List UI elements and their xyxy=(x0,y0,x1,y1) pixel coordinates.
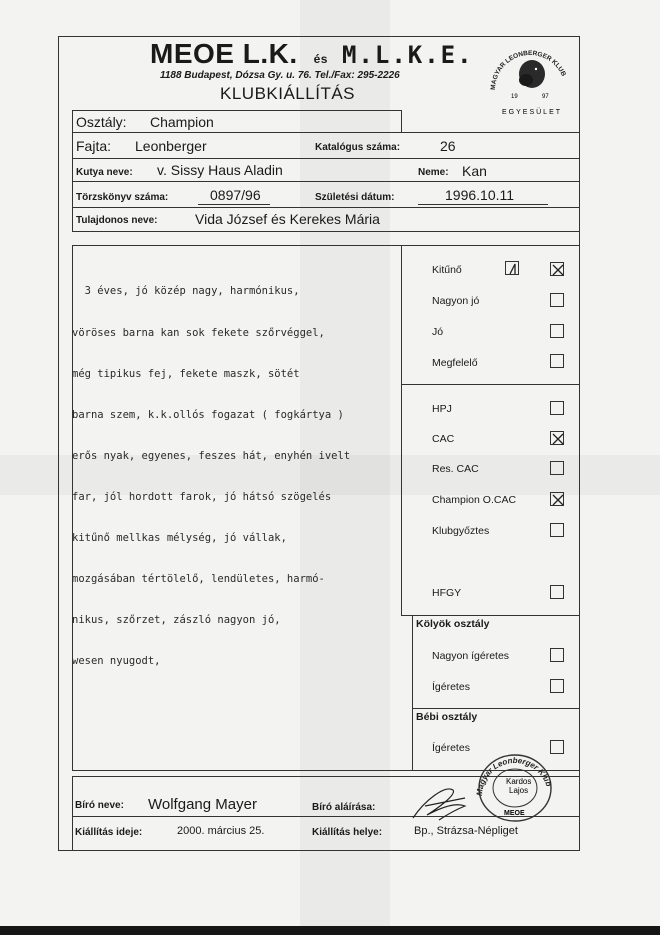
checkbox-award-cac[interactable] xyxy=(550,431,564,445)
logo-year-right: 97 xyxy=(542,94,549,100)
description-line: kitűnő mellkas mélység, jó vállak, xyxy=(72,532,287,545)
show-date-label: Kiállítás ideje: xyxy=(75,827,143,838)
judge-label: Bíró neve: xyxy=(75,800,124,811)
breed-label: Fajta: xyxy=(76,138,112,154)
logo-year-left: 19 xyxy=(511,94,518,100)
checkbox-grade-good[interactable] xyxy=(550,324,564,338)
grade-label-very-good: Nagyon jó xyxy=(432,295,480,307)
class-value: Champion xyxy=(150,114,214,130)
underline xyxy=(418,204,548,205)
divider xyxy=(401,615,580,616)
logo-ring-text: MAGYAR LEONBERGER KLUB xyxy=(489,49,567,91)
checkbox-award-hpj[interactable] xyxy=(550,401,564,415)
show-place-value: Bp., Strázsa-Népliget xyxy=(414,825,518,837)
dog-name-value: v. Sissy Haus Aladin xyxy=(157,162,283,178)
sex-label: Neme: xyxy=(418,167,449,178)
checkbox-award-club-winner[interactable] xyxy=(550,523,564,537)
show-date-value: 2000. március 25. xyxy=(177,825,265,837)
divider xyxy=(412,708,580,709)
stamp-name-line2: Lajos xyxy=(509,786,529,795)
puppy-label-promising: Ígéretes xyxy=(432,681,470,693)
registry-value: 0897/96 xyxy=(210,187,261,203)
check-x-icon xyxy=(551,493,565,507)
checkbox-puppy-promising[interactable] xyxy=(550,679,564,693)
description-line: wesen nyugodt, xyxy=(72,655,161,668)
org-conjunction: és xyxy=(313,52,328,66)
org-address: 1188 Budapest, Dózsa Gy. u. 76. Tel./Fax: 295-2226 xyxy=(160,70,400,81)
birth-label: Születési dátum: xyxy=(315,192,395,203)
owner-label: Tulajdonos neve: xyxy=(76,215,158,226)
sex-value: Kan xyxy=(462,163,487,179)
award-label-club-winner: Klubgyőztes xyxy=(432,525,490,537)
stamp-name-line1: Kardos xyxy=(506,777,532,786)
puppy-class-title: Kölyök osztály xyxy=(416,618,490,630)
award-label-hfgy: HFGY xyxy=(432,587,462,599)
checkbox-puppy-very-promising[interactable] xyxy=(550,648,564,662)
page-title: KLUBKIÁLLÍTÁS xyxy=(220,84,356,103)
stamp-bottom-text: MEOE xyxy=(504,810,525,817)
description-line: még tipikus fej, fekete maszk, sötét xyxy=(72,367,300,380)
divider xyxy=(412,615,413,770)
underline xyxy=(198,204,270,205)
baby-class-title: Bébi osztály xyxy=(416,711,478,723)
divider xyxy=(401,110,402,132)
checkbox-award-res-cac[interactable] xyxy=(550,461,564,475)
club-stamp xyxy=(468,744,560,824)
org-name: MEOE L.K. xyxy=(150,38,298,69)
award-label-res-cac: Res. CAC xyxy=(432,463,479,475)
checkbox-award-champion-ocac[interactable] xyxy=(550,492,564,506)
breed-value: Leonberger xyxy=(135,138,207,154)
baby-label-promising: Ígéretes xyxy=(432,742,470,754)
checkbox-award-hfgy[interactable] xyxy=(550,585,564,599)
divider xyxy=(401,384,580,385)
scan-edge xyxy=(0,926,660,935)
logo-bottom-text: EGYESÜLET xyxy=(502,109,563,116)
stamp-ring-text: Magyar Leonberger Klub xyxy=(474,755,554,797)
check-x-icon xyxy=(551,432,565,446)
award-label-hpj: HPJ xyxy=(432,403,452,415)
dog-name-label: Kutya neve: xyxy=(76,167,133,178)
checkbox-grade-very-good[interactable] xyxy=(550,293,564,307)
description-line: vöröses barna kan sok fekete szőrvéggel, xyxy=(72,326,325,339)
puppy-label-very-promising: Nagyon ígéretes xyxy=(432,650,510,662)
description-line: far, jól hordott farok, jó hátsó szögelés xyxy=(72,490,332,503)
award-label-champion-ocac: Champion O.CAC xyxy=(432,494,517,506)
divider xyxy=(72,776,73,850)
description-line: erős nyak, egyenes, feszes hát, enyhén ivelt xyxy=(72,449,351,462)
description-line: mozgásában tértölelő, lendületes, harmó- xyxy=(72,573,325,586)
class-label: Osztály: xyxy=(76,114,127,130)
catalog-value: 26 xyxy=(440,138,456,154)
divider xyxy=(72,181,580,182)
catalog-label: Katalógus száma: xyxy=(315,142,401,153)
divider xyxy=(72,158,580,159)
divider xyxy=(72,245,580,246)
registry-label: Törzskönyv száma: xyxy=(76,192,169,203)
divider xyxy=(72,207,580,208)
signature-label: Bíró aláírása: xyxy=(312,802,376,813)
checkbox-grade-sufficient[interactable] xyxy=(550,354,564,368)
judge-description xyxy=(72,258,402,683)
description-line: nikus, szőrzet, zászló nagyon jó, xyxy=(72,614,281,627)
birth-value: 1996.10.11 xyxy=(445,187,515,203)
show-place-label: Kiállítás helye: xyxy=(312,827,383,838)
judge-value: Wolfgang Mayer xyxy=(148,796,257,813)
divider xyxy=(72,231,580,232)
checkbox-grade-excellent[interactable] xyxy=(550,262,564,276)
divider xyxy=(72,132,580,133)
grade-label-sufficient: Megfelelő xyxy=(432,357,478,369)
grade-handwritten-box xyxy=(505,261,519,275)
award-label-cac: CAC xyxy=(432,433,455,445)
check-x-icon xyxy=(551,263,565,277)
org-name-2: M.L.K.E. xyxy=(341,41,474,69)
description-line: 3 éves, jó közép nagy, harmónikus, xyxy=(72,285,300,298)
handwritten-mark xyxy=(506,262,520,276)
description-line: barna szem, k.k.ollós fogazat ( fogkártya ) xyxy=(72,408,344,421)
grade-label-good: Jó xyxy=(432,326,444,338)
grade-label-excellent: Kitűnő xyxy=(432,264,462,276)
divider xyxy=(72,110,73,132)
owner-value: Vida József és Kerekes Mária xyxy=(195,211,380,227)
divider xyxy=(72,110,402,111)
